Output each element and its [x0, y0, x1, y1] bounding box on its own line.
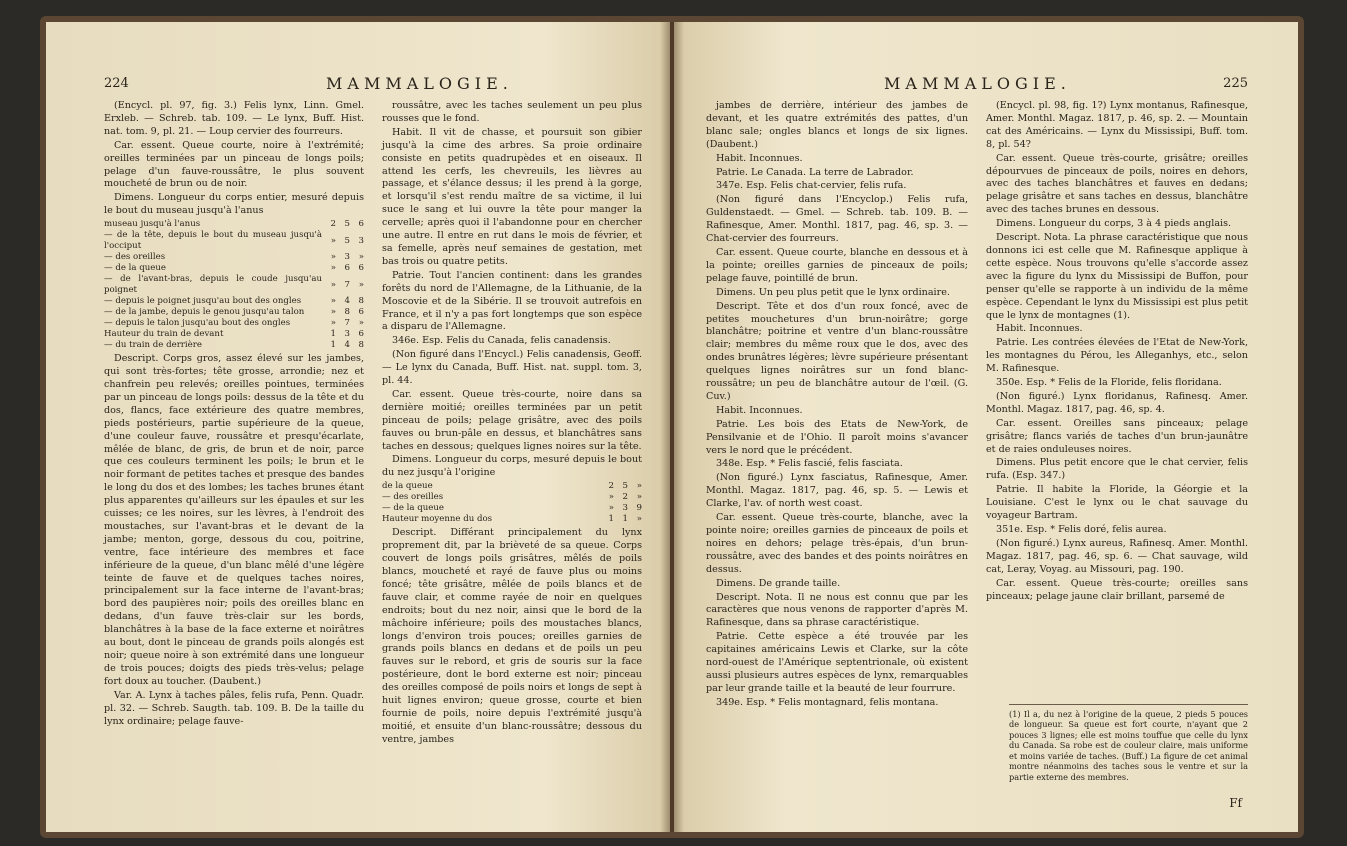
left-page [46, 22, 670, 832]
right-column-2 [986, 100, 1248, 711]
dimension-row [382, 503, 642, 514]
dimension-value: 2 [330, 219, 336, 230]
paragraph: Dimens. Longueur du corps, 3 à 4 pieds anglais. [996, 218, 1232, 230]
dimension-value: » [330, 307, 336, 318]
paragraph: Habit. Il vit de chasse, et poursuit son gibier jusqu'à la cime des arbres. Sa proie ordinaire consiste en petits quadrupèdes et en oiseaux. Il attend les cerfs, les chevreuils, les lièvres au passage, et s'élance dessus; il les prend à la gorge, et lorsqu'il s'est rendu maître de sa victime, il lui suce le sang et lui ouvre la tête pour manger la cervelle; après quoi il l'abandonne pour en chercher une autre. Il entre en rut dans le mois de février, et sa femelle, après neuf semaines de gestation, met bas trois ou quatre petits. [382, 126, 642, 267]
dimension-row [382, 514, 642, 525]
paragraph: Car. essent. Queue courte, noire à l'extrémité; oreilles terminées par un pinceau de longs poils; pelage d'un fauve-roussâtre, le plus souvent moucheté de brun ou de noir. [104, 139, 364, 190]
dimension-label: Hauteur moyenne du dos [382, 514, 493, 525]
page-number-right: 225 [1223, 76, 1248, 91]
right-column-1 [706, 100, 968, 711]
paragraph: (Encycl. pl. 97, fig. 3.) Felis lynx, Linn. Gmel. Erxleb. — Schreb. tab. 109. — Le lynx, Buff. Hist. nat. tom. 9, pl. 21. — Loup cervier des fourreurs. [104, 100, 364, 137]
dimension-value: 5 [344, 219, 350, 230]
footnote: (1) Il a, du nez à l'origine de la queue, 2 pieds 5 pouces de longueur. Sa queue est fort courte, n'ayant que 2 pouces 3 lignes; elle est moins touffue que celle du lynx du Canada. Sa robe est de couleur claire, mais uniforme et moins variée de taches. (Buff.) La figure de cet animal montre néanmoins des taches sous le ventre et sur la partie externe des membres. [1009, 704, 1248, 783]
book-gutter [660, 22, 684, 832]
dimension-label: — des oreilles [382, 492, 444, 503]
paragraph: Patrie. Les bois des Etats de New-York, de Pensilvanie et de l'Ohio. Il paroît moins s'avancer vers le nord que le précédent. [706, 418, 968, 456]
dimension-row [104, 274, 364, 296]
dimension-value: 6 [358, 263, 364, 274]
dimension-label: de la queue [382, 481, 433, 492]
paragraph: Patrie. Tout l'ancien continent: dans les grandes forêts du nord de l'Allemagne, de la Lithuanie, de la Moscovie et de la Sibérie. Il se trouvoit autrefois en France, et il n'y a pas fort longtemps que son espèce a disparu de l'Allemagne. [382, 269, 642, 333]
dimension-value: 6 [358, 329, 364, 340]
dimension-value: 3 [358, 235, 364, 246]
species-heading: 350e. Esp. * Felis de la Floride, felis floridana. [996, 377, 1222, 389]
dimension-value: 5 [622, 481, 628, 492]
right-page [674, 22, 1298, 832]
paragraph: Dimens. De grande taille. [716, 577, 841, 589]
dimension-label: Hauteur du train de devant [104, 329, 224, 340]
dimension-label: — de la queue [382, 503, 444, 514]
dimension-label: — depuis le talon jusqu'au bout des ongles [104, 318, 291, 329]
dimension-label: — de la jambe, depuis le genou jusqu'au talon [104, 307, 305, 318]
dimension-value: 6 [358, 219, 364, 230]
dimension-row [104, 263, 364, 274]
dimension-label: museau jusqu'à l'anus [104, 219, 201, 230]
dimension-value: 7 [344, 279, 350, 290]
dimension-value: » [330, 263, 336, 274]
dimension-value: 8 [344, 307, 350, 318]
paragraph: (Encycl. pl. 98, fig. 1?) Lynx montanus, Rafinesque, Amer. Monthl. Magaz. 1817, p. 46, sp. 2. — Mountain cat des Américains. — Lynx du Mississipi, Buff. tom. 8, pl. 54? [986, 100, 1248, 150]
species-heading: 349e. Esp. * Felis montagnard, felis montana. [716, 696, 939, 708]
dimension-value: » [358, 318, 364, 329]
dimension-value: » [358, 279, 364, 290]
paragraph: Dimens. Longueur du corps entier, mesuré depuis le bout du museau jusqu'à l'anus [104, 192, 364, 217]
paragraph: Car. essent. Queue très-courte; oreilles sans pinceaux; pelage jaune clair brillant, parsemé de [986, 577, 1248, 602]
running-head-left: MAMMALOGIE. [326, 74, 513, 93]
paragraph: Var. A. Lynx à taches pâles, felis rufa, Penn. Quadr. pl. 32. — Schreb. Saugth. tab. 109. B. De la taille du lynx ordinaire; pelage fauve- [104, 689, 364, 727]
dimension-value: » [330, 296, 336, 307]
paragraph: Habit. Inconnues. [716, 404, 803, 416]
dimension-row [104, 230, 364, 252]
dimension-value: 1 [330, 340, 336, 351]
species-heading: 351e. Esp. * Felis doré, felis aurea. [996, 524, 1167, 535]
species-heading: 347e. Esp. Felis chat-cervier, felis rufa. [716, 180, 907, 192]
paragraph: Car. essent. Queue très-courte, blanche, avec la pointe noire; oreilles garnies de pinceaux de poils et noires en dehors; pelage très-épais, d'un brun-roussâtre, avec des bandes et des points noirâtres en dessus. [706, 512, 968, 575]
left-column-1 [104, 100, 364, 748]
paragraph: Descript. Tête et dos d'un roux foncé, avec de petites mouchetures d'un brun-noirâtre; gorge blanchâtre; poitrine et ventre d'un blanc-roussâtre clair; membres du même roux que le dos, avec des ondes brunâtres légères; lèvre supérieure présentant quelques lignes noirâtres sur un fond blanc-roussâtre; un peu de blanchâtre autour de l'œil. (G. Cuv.) [706, 300, 968, 402]
dimension-value: » [358, 252, 364, 263]
paragraph: (Non figuré.) Lynx aureus, Rafinesq. Amer. Monthl. Magaz. 1817, pag. 46, sp. 6. — Chat sauvage, wild cat, Leray, Voyag. au Missouri, pag. 190. [986, 537, 1248, 575]
dimension-row [104, 252, 364, 263]
dimensions-table [104, 219, 364, 351]
species-heading: 346e. Esp. Felis du Canada, felis canadensis. [392, 335, 611, 347]
open-book [40, 16, 1304, 838]
dimension-value: 1 [608, 514, 614, 525]
dimension-value: 1 [622, 514, 628, 525]
paragraph: Dimens. Un peu plus petit que le lynx ordinaire. [716, 286, 950, 298]
page-number-left: 224 [104, 76, 129, 91]
left-column-2 [382, 100, 642, 748]
paragraph: Descript. Nota. Il ne nous est connu que par les caractères que nous venons de rapporter d'après M. Rafinesque, dans sa phrase caractéristique. [706, 591, 968, 629]
dimension-value: » [608, 503, 614, 514]
dimension-value: » [608, 492, 614, 503]
dimension-value: 5 [344, 235, 350, 246]
paragraph: Car. essent. Queue très-courte, grisâtre; oreilles dépourvues de pinceaux de poils, noires en dehors, avec des taches blanchâtres et fauves en dedans; pelage grisâtre et sans taches en dessus, blanchâtre avec des taches brunes en dessous. [986, 152, 1248, 216]
paragraph: Car. essent. Oreilles sans pinceaux; pelage grisâtre; flancs variés de taches d'un brun-jaunâtre et de raies onduleuses noires. [986, 417, 1248, 455]
dimension-row [104, 340, 364, 351]
paragraph: Habit. Inconnues. [996, 323, 1083, 335]
dimension-value: 8 [358, 340, 364, 351]
dimension-value: 6 [344, 263, 350, 274]
dimension-value: 9 [636, 503, 642, 514]
dimension-value: 4 [344, 296, 350, 307]
dimension-value: 2 [622, 492, 628, 503]
paragraph: Descript. Corps gros, assez élevé sur les jambes, qui sont très-fortes; tête grosse, arrondie; nez et chanfrein peu relevés; oreilles pointues, terminées par un pinceau de longs poils: dessus de la tête et du dos, flancs, face extérieure des quatre membres, pieds postérieurs, partie supérieure de la queue, d'une couleur fauve, roussâtre et presqu'écarlate, mêlée de blanc, de gris, de brun et de noir, parce que ces couleurs terminent les poils; le brun et le noir formant de petites taches et presque des bandes le long du dos et des lombes; les taches brunes étant plus apparentes qu'ailleurs sur les épaules et sur les cuisses; ce les noires, sur les lèvres, à l'endroit des moustaches, sur l'avant-bras et le devant de la jambe; menton, gorge, dessous du cou, poitrine, ventre, face intérieure des membres et face inférieure de la queue, d'un blanc mêlé d'une légère teinte de fauve et de quelques taches noires, principalement sur la face interne de l'avant-bras; bord des paupières noir; poils des oreilles blanc en dedans, d'un fauve très-clair sur les bords, blanchâtres à la base de la face externe et noirâtres au bout, dont le pinceau de grands poils alongés est noir; queue noire à son extrémité dans une longueur de trois pouces; doigts des pieds très-velus; pelage fort doux au toucher. (Daubent.) [104, 353, 364, 687]
signature-mark: Ff [1229, 796, 1242, 810]
dimension-row [104, 318, 364, 329]
paragraph: (Non figuré.) Lynx floridanus, Rafinesq. Amer. Monthl. Magaz. 1817, pag. 46, sp. 4. [986, 390, 1248, 415]
paragraph: Descript. Nota. La phrase caractéristique que nous donnons ici est celle que M. Rafinesque applique à cette espèce. Nous trouvons qu'elle s'accorde assez avec la figure du lynx du Mississipi de Buffon, pour penser qu'elle se rapporte à un individu de la même espèce. Cependant le lynx du Mississipi est plus petit que le lynx de montagnes (1). [986, 232, 1248, 321]
dimension-label: — du train de derrière [104, 340, 202, 351]
dimension-value: 7 [344, 318, 350, 329]
dimension-label: — de la tête, depuis le bout du museau jusqu'à l'occiput [104, 230, 322, 252]
dimension-value: » [636, 481, 642, 492]
running-head-right: MAMMALOGIE. [884, 74, 1071, 93]
dimension-row [382, 492, 642, 503]
dimension-row [104, 296, 364, 307]
paragraph: Dimens. Longueur du corps, mesuré depuis le bout du nez jusqu'à l'origine [382, 454, 642, 479]
dimension-value: » [636, 492, 642, 503]
dimension-value: » [330, 279, 336, 290]
dimension-row [104, 329, 364, 340]
paragraph: (Non figuré dans l'Encyclop.) Felis rufa, Guldenstaedt. — Gmel. — Schreb. tab. 109. B. — Rafinesque, Amer. Monthl. 1817, pag. 46, sp. 3. — Chat-cervier des fourreurs. [706, 194, 968, 245]
dimension-value: 3 [344, 252, 350, 263]
dimension-value: 3 [622, 503, 628, 514]
dimension-label: — de l'avant-bras, depuis le coude jusqu'au poignet [104, 274, 322, 296]
paragraph: Car. essent. Queue très-courte, noire dans sa dernière moitié; oreilles terminées par un petit pinceau de poils; pelage grisâtre, avec des poils fauves ou brun-pâle en dessus, et blanchâtres sans taches en dessous; quelques lignes noires sur la tête. [382, 388, 642, 452]
paragraph: Habit. Inconnues. [716, 152, 803, 164]
dimension-value: 2 [608, 481, 614, 492]
dimension-value: 1 [330, 329, 336, 340]
dimension-row [382, 481, 642, 492]
dimensions-table [382, 481, 642, 525]
dimension-value: 6 [358, 307, 364, 318]
dimension-label: — de la queue [104, 263, 166, 274]
dimension-value: » [636, 514, 642, 525]
paragraph: Patrie. Les contrées élevées de l'Etat de New-York, les montagnes du Pérou, les Alleganhys, etc., selon M. Rafinesque. [986, 337, 1248, 375]
paragraph: Descript. Différant principalement du lynx proprement dit, par la brièveté de sa queue. Corps couvert de longs poils grisâtres, mêlés de poils blancs, moucheté et rayé de fauve plus ou moins foncé; tête grisâtre, mêlée de poils blancs et de fauve clair, et comme rayée de noir en quelques endroits; bout du nez noir, ainsi que le bord de la mâchoire inférieure; poils des moustaches blancs, longs d'environ trois pouces; oreilles garnies de grands poils blancs en dedans et de poils un peu fauves sur le rebord, et gris de souris sur la face postérieure, dont le bord externe est noir; pinceau des oreilles composé de poils noirs et longs de sept à huit lignes environ; queue grosse, courte et bien fournie de poils, noire depuis l'extrémité jusqu'à moitié, et ensuite d'un blanc-roussâtre; dessous du ventre, jambes [382, 527, 642, 745]
dimension-label: — depuis le poignet jusqu'au bout des ongles [104, 296, 302, 307]
dimension-value: 8 [358, 296, 364, 307]
dimension-value: » [330, 318, 336, 329]
dimension-value: » [330, 235, 336, 246]
paragraph: Patrie. Le Canada. La terre de Labrador. [716, 166, 914, 178]
paragraph: jambes de derrière, intérieur des jambes de devant, et les quatre extrémités des pattes, d'un blanc sale; ongles blancs et longs de six lignes. (Daubent.) [706, 100, 968, 150]
dimension-row [104, 307, 364, 318]
dimension-value: 4 [344, 340, 350, 351]
dimension-value: 3 [344, 329, 350, 340]
dimension-label: — des oreilles [104, 252, 166, 263]
paragraph: (Non figuré.) Lynx fasciatus, Rafinesque, Amer. Monthl. Magaz. 1817, pag. 46, sp. 5. — Lewis et Clarke, l'av. of north west coast. [706, 472, 968, 510]
paragraph: Patrie. Cette espèce a été trouvée par les capitaines américains Lewis et Clarke, sur la côte nord-ouest de l'Amérique septentrionale, où existent aussi plusieurs autres espèces de lynx, remarquables par leur grande taille et la beauté de leur fourrure. [706, 631, 968, 694]
paragraph: (Non figuré dans l'Encycl.) Felis canadensis, Geoff. — Le lynx du Canada, Buff. Hist. nat. suppl. tom. 3, pl. 44. [382, 349, 642, 387]
dimension-value: » [330, 252, 336, 263]
paragraph: Patrie. Il habite la Floride, la Géorgie et la Louisiane. C'est le lynx ou le chat sauvage du voyageur Bartram. [986, 484, 1248, 522]
dimension-row [104, 219, 364, 230]
paragraph: roussâtre, avec les taches seulement un peu plus rousses que le fond. [382, 100, 642, 124]
paragraph: Dimens. Plus petit encore que le chat cervier, felis rufa. (Esp. 347.) [986, 457, 1248, 482]
paragraph: Car. essent. Queue courte, blanche en dessous et à la pointe; oreilles garnies de pinceaux de poils; pelage fauve, pointillé de brun. [706, 246, 968, 284]
species-heading: 348e. Esp. * Felis fascié, felis fasciata. [716, 458, 903, 470]
